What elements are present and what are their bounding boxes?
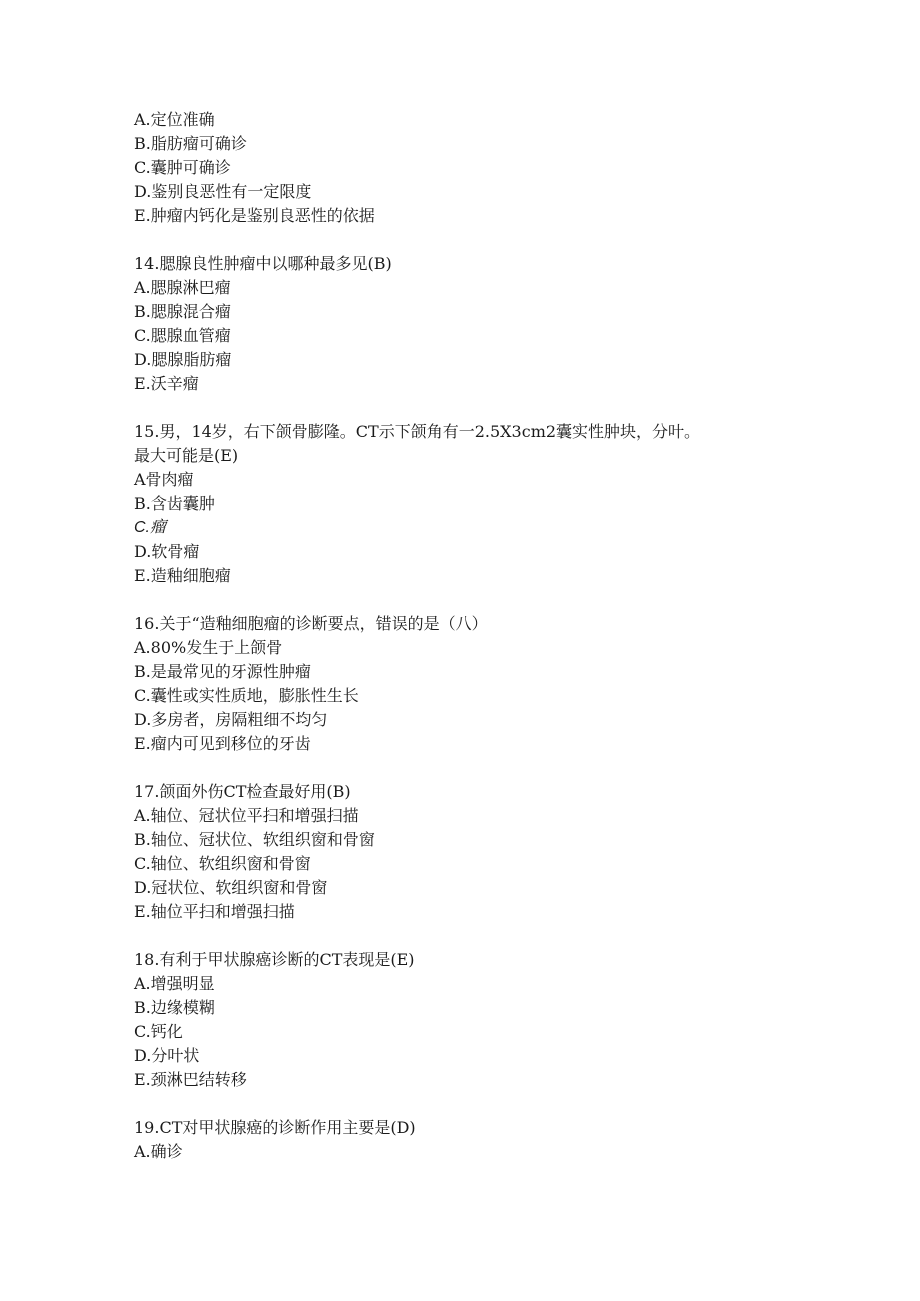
- option-c: C.瘤: [134, 519, 167, 536]
- question-stem: 14.腮腺良性肿瘤中以哪种最多见(B): [134, 254, 392, 273]
- option-d: D.鉴别良恶性有一定限度: [134, 182, 312, 201]
- option-c: C.囊性或实性质地，膨胀性生长: [134, 686, 359, 705]
- question-stem: 19.CT对甲状腺癌的诊断作用主要是(D): [134, 1118, 416, 1137]
- question-stem: 16.关于“造釉细胞瘤的诊断要点，错误的是（八）: [134, 614, 488, 633]
- option-c: C.腮腺血管瘤: [134, 326, 231, 345]
- option-e: E.颈淋巴结转移: [134, 1070, 247, 1089]
- question-14: [134, 252, 834, 396]
- option-e: E.肿瘤内钙化是鉴别良恶性的依据: [134, 206, 375, 225]
- option-b: B.轴位、冠状位、软组织窗和骨窗: [134, 830, 375, 849]
- option-a: A.轴位、冠状位平扫和增强扫描: [134, 806, 359, 825]
- question-16: [134, 612, 834, 756]
- option-c: C.轴位、软组织窗和骨窗: [134, 854, 311, 873]
- option-c: C.囊肿可确诊: [134, 158, 231, 177]
- question-stem: 18.有利于甲状腺癌诊断的CT表现是(E): [134, 950, 415, 969]
- option-a: A骨肉瘤: [134, 470, 194, 489]
- option-b: B.含齿囊肿: [134, 494, 215, 513]
- option-e: E.造釉细胞瘤: [134, 566, 231, 585]
- option-e: E.沃辛瘤: [134, 374, 199, 393]
- option-a: A.腮腺淋巴瘤: [134, 278, 231, 297]
- option-b: B.脂肪瘤可确诊: [134, 134, 247, 153]
- option-e: E.瘤内可见到移位的牙齿: [134, 734, 311, 753]
- question-18: [134, 948, 834, 1092]
- option-c: C.钙化: [134, 1022, 183, 1041]
- option-b: B.边缘模糊: [134, 998, 215, 1017]
- option-d: D.分叶状: [134, 1046, 200, 1065]
- option-a: A.增强明显: [134, 974, 215, 993]
- question-stem-line-2: 最大可能是(E): [134, 446, 239, 465]
- option-a: A.确诊: [134, 1142, 183, 1161]
- option-d: D.多房者，房隔粗细不均匀: [134, 710, 328, 729]
- option-a: A.定位准确: [134, 110, 215, 129]
- option-a: A.80%发生于上颌骨: [134, 638, 283, 657]
- option-b: B.是最常见的牙源性肿瘤: [134, 662, 311, 681]
- option-b: B.腮腺混合瘤: [134, 302, 231, 321]
- option-d: D.冠状位、软组织窗和骨窗: [134, 878, 328, 897]
- question-17: [134, 780, 834, 924]
- question-19: [134, 1116, 834, 1164]
- question-15: [134, 420, 834, 588]
- question-stem: 17.颌面外伤CT检查最好用(B): [134, 782, 351, 801]
- question-stem-line-1: 15.男，14岁，右下颌骨膨隆。CT示下颌角有一2.5X3cm2囊实性肿块，分叶。: [134, 422, 701, 441]
- option-e: E.轴位平扫和增强扫描: [134, 902, 295, 921]
- document-page: [134, 108, 834, 1188]
- option-d: D.腮腺脂肪瘤: [134, 350, 232, 369]
- question-13-options: [134, 108, 834, 228]
- option-d: D.软骨瘤: [134, 542, 200, 561]
